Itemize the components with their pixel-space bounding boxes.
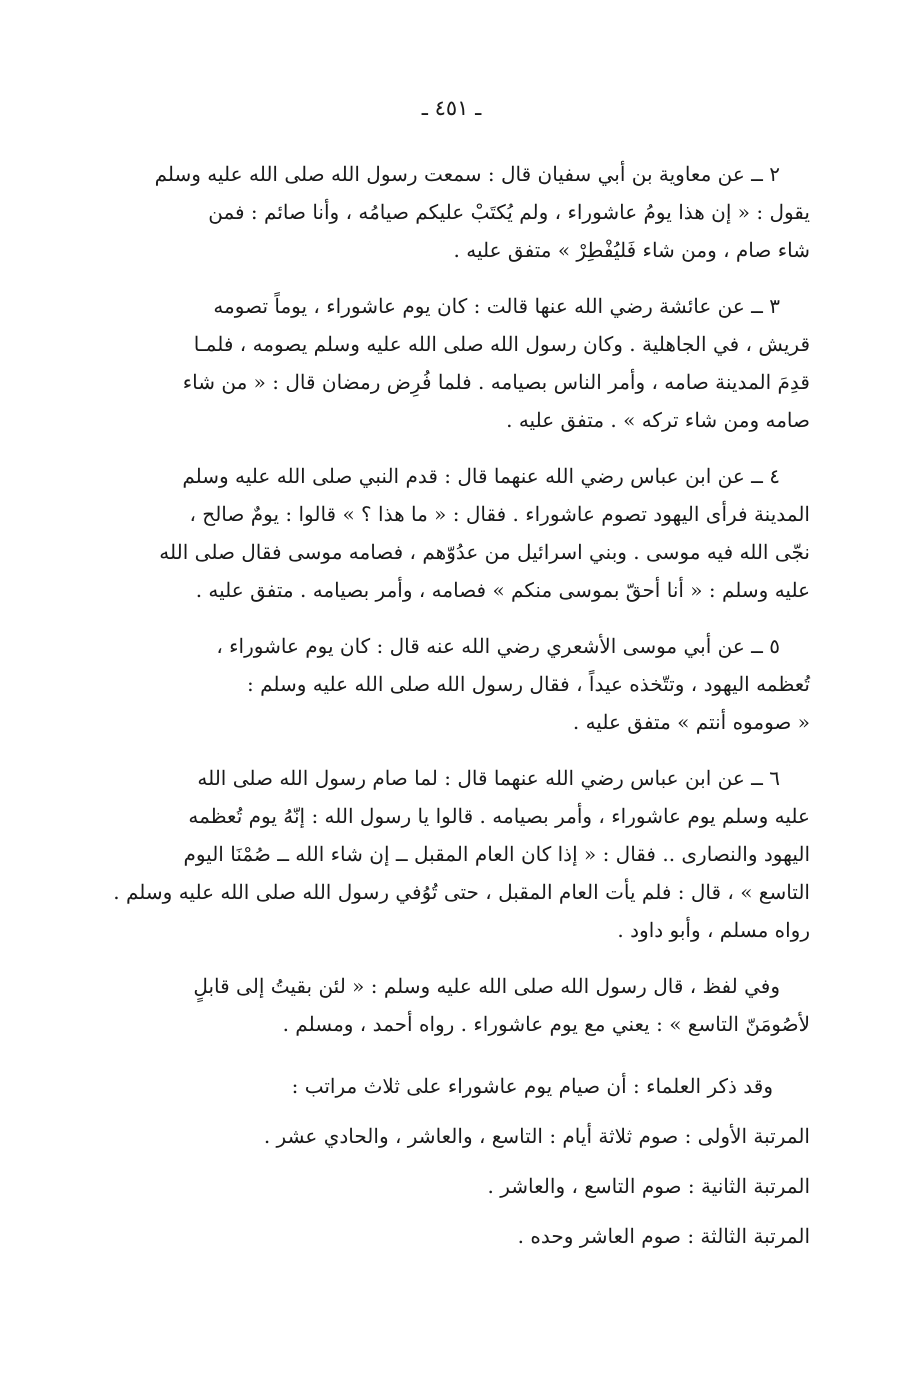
text-line: وفي لفظ ، قال رسول الله صلى الله عليه وسلم : « لئن بقيتُ إلى قابلٍ xyxy=(193,974,780,998)
text-line: التاسع » ، قال : فلم يأت العام المقبل ، حتى تُوُفي رسول الله صلى الله عليه وسلم . xyxy=(113,880,810,904)
text-line: قريش ، في الجاهلية . وكان رسول الله صلى الله عليه وسلم يصومه ، فلمـا xyxy=(193,332,810,356)
text-line: عليه وسلم يوم عاشوراء ، وأمر بصيامه . قالوا يا رسول الله : إنّهُ يوم تُعظمه xyxy=(188,804,810,828)
ranks-intro: وقد ذكر العلماء : أن صيام يوم عاشوراء على ثلاث مراتب : xyxy=(291,1074,773,1098)
text-line: ٥ ــ عن أبي موسى الأشعري رضي الله عنه قال : كان يوم عاشوراء ، xyxy=(216,634,780,658)
text-line: لأصُومَنّ التاسع » : يعني مع يوم عاشوراء . رواه أحمد ، ومسلم . xyxy=(282,1012,810,1036)
text-line: شاء صام ، ومن شاء فَليُفْطِرْ » متفق عليه . xyxy=(453,238,810,262)
text-line: صامه ومن شاء تركه » . متفق عليه . xyxy=(506,408,810,432)
text-line: ٣ ــ عن عائشة رضي الله عنها قالت : كان يوم عاشوراء ، يوماً تصومه xyxy=(213,294,780,318)
rank-item-third: المرتبة الثالثة : صوم العاشر وحده . xyxy=(517,1224,810,1248)
page-number: ـ ٤٥١ ـ xyxy=(421,96,482,120)
text-line: رواه مسلم ، وأبو داود . xyxy=(617,918,810,942)
text-line: قدِمَ المدينة صامه ، وأمر الناس بصيامه . فلما فُرِض رمضان قال : « من شاء xyxy=(182,370,810,394)
text-line: المدينة فرأى اليهود تصوم عاشوراء . فقال : « ما هذا ؟ » قالوا : يومٌ صالح ، xyxy=(189,502,810,526)
text-line: عليه وسلم : « أنا أحقّ بموسى منكم » فصامه ، وأمر بصيامه . متفق عليه . xyxy=(195,578,810,602)
rank-item-second: المرتبة الثانية : صوم التاسع ، والعاشر . xyxy=(487,1174,810,1198)
text-line: يقول : « إن هذا يومُ عاشوراء ، ولم يُكتَبْ عليكم صيامُه ، وأنا صائم : فمن xyxy=(208,200,810,224)
fasting-ranks-section xyxy=(88,1061,810,1261)
narration-variant-paragraph xyxy=(88,967,810,1043)
text-line: اليهود والنصارى .. فقال : « إذا كان العام المقبل ــ إن شاء الله ــ صُمْنَا اليوم xyxy=(183,842,810,866)
hadith-paragraph-3 xyxy=(88,287,810,439)
hadith-paragraph-5 xyxy=(88,627,810,741)
rank-item-first: المرتبة الأولى : صوم ثلاثة أيام : التاسع ، والعاشر ، والحادي عشر . xyxy=(263,1124,810,1148)
text-line: ٢ ــ عن معاوية بن أبي سفيان قال : سمعت رسول الله صلى الله عليه وسلم xyxy=(154,162,780,186)
text-line: « صوموه أنتم » متفق عليه . xyxy=(572,710,810,734)
text-line: ٤ ــ عن ابن عباس رضي الله عنهما قال : قدم النبي صلى الله عليه وسلم xyxy=(182,464,780,488)
hadith-paragraph-2 xyxy=(88,155,810,269)
hadith-paragraph-6 xyxy=(88,759,810,949)
page-body xyxy=(88,155,810,1261)
text-line: ٦ ــ عن ابن عباس رضي الله عنهما قال : لما صام رسول الله صلى الله xyxy=(197,766,780,790)
text-line: تُعظمه اليهود ، وتتّخذه عيداً ، فقال رسول الله صلى الله عليه وسلم : xyxy=(246,672,810,696)
hadith-paragraph-4 xyxy=(88,457,810,609)
text-line: نجّى الله فيه موسى . وبني اسرائيل من عدُوّهم ، فصامه موسى فقال صلى الله xyxy=(159,540,810,564)
